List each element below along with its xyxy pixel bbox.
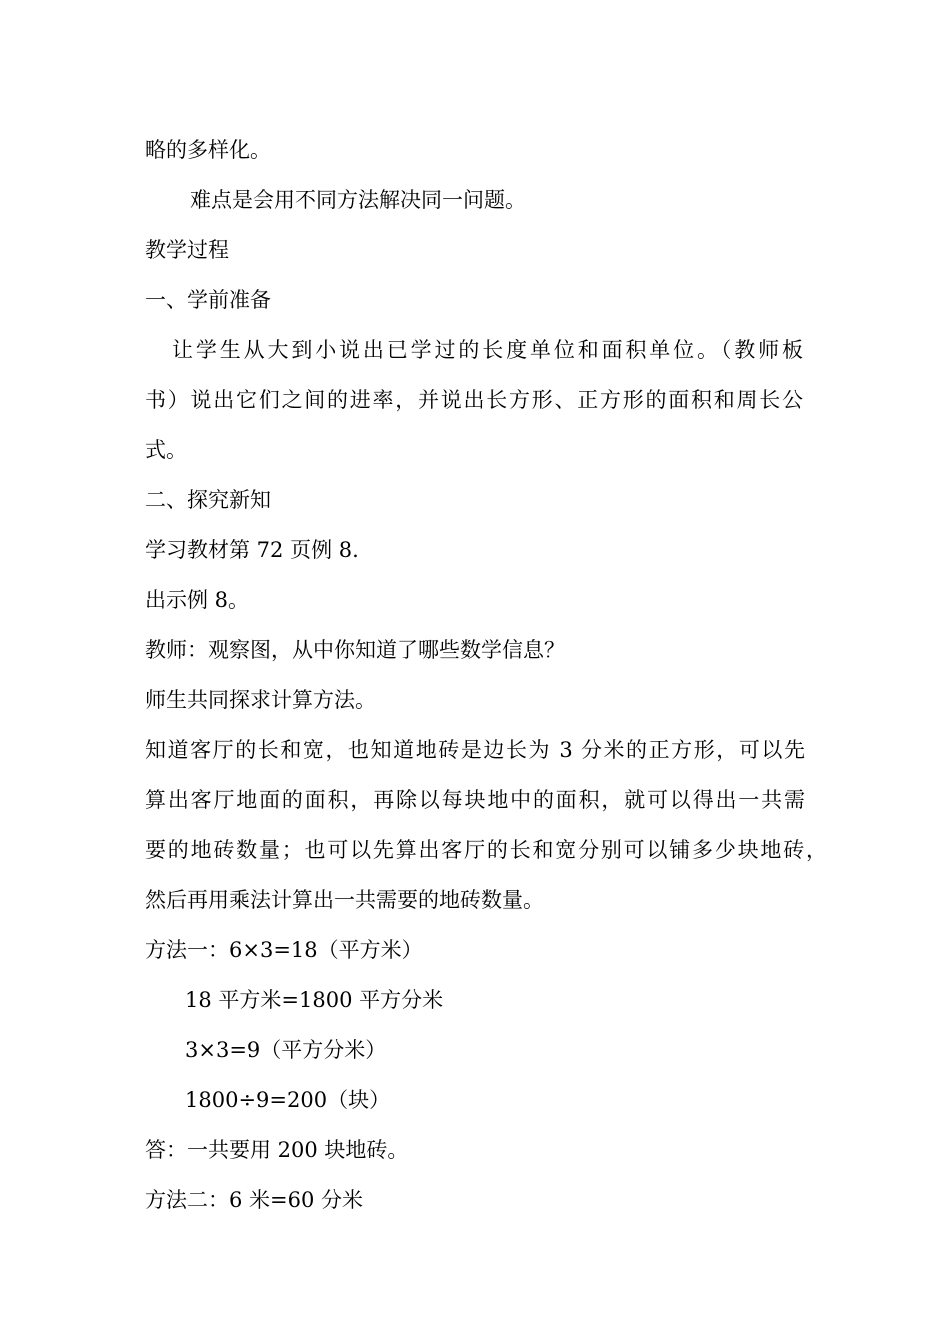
explanation-paragraph-line: 算出客厅地面的面积，再除以每块地中的面积，就可以得出一共需 <box>145 788 805 812</box>
section-heading-explore: 二、探究新知 <box>145 488 271 512</box>
method-one-heading: 方法一：6×3=18（平方米） <box>145 938 423 962</box>
preparation-paragraph-line: 书）说出它们之间的进率，并说出长方形、正方形的面积和周长公 <box>145 388 803 412</box>
calculation-line: 3×3=9（平方分米） <box>185 1038 387 1062</box>
explanation-paragraph-line: 要的地砖数量；也可以先算出客厅的长和宽分别可以铺多少块地砖， <box>145 838 827 862</box>
study-textbook-line: 学习教材第 72 页例 8. <box>145 538 359 562</box>
calculation-line: 18 平方米=1800 平方分米 <box>185 988 444 1012</box>
paragraph-continuation: 略的多样化。 <box>145 138 271 162</box>
section-heading-preparation: 一、学前准备 <box>145 288 271 312</box>
explanation-paragraph-line: 然后再用乘法计算出一共需要的地砖数量。 <box>145 888 544 912</box>
teacher-question: 教师：观察图，从中你知道了哪些数学信息？ <box>145 638 565 662</box>
difficulty-point: 难点是会用不同方法解决同一问题。 <box>190 188 526 212</box>
explore-method-line: 师生共同探求计算方法。 <box>145 688 376 712</box>
explanation-paragraph-line: 知道客厅的长和宽，也知道地砖是边长为 3 分米的正方形，可以先 <box>145 738 805 762</box>
answer-line: 答：一共要用 200 块地砖。 <box>145 1138 409 1162</box>
method-two-heading: 方法二：6 米=60 分米 <box>145 1188 364 1212</box>
preparation-paragraph-line: 式。 <box>145 438 187 462</box>
preparation-paragraph-line: 让学生从大到小说出已学过的长度单位和面积单位。（教师板 <box>172 338 803 362</box>
calculation-line: 1800÷9=200（块） <box>185 1088 391 1112</box>
section-heading-teaching-process: 教学过程 <box>145 238 229 262</box>
show-example-line: 出示例 8。 <box>145 588 250 612</box>
